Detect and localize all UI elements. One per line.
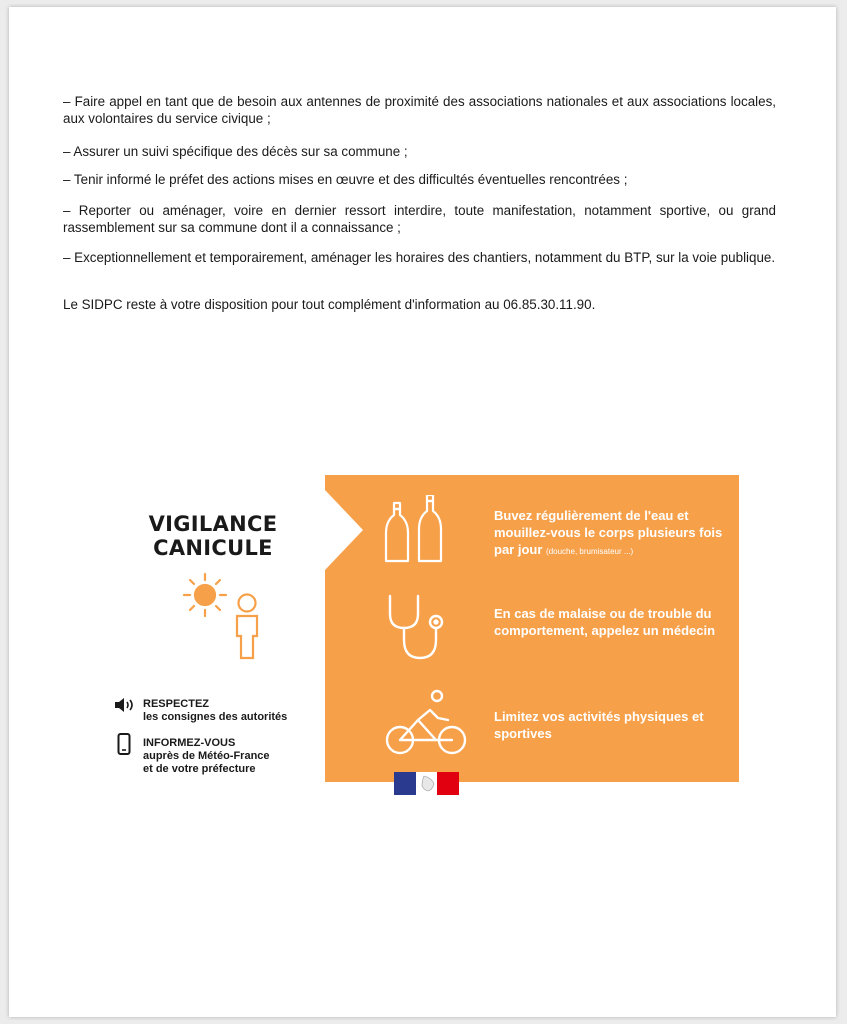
respectez-block — [143, 698, 287, 724]
republique-francaise-logo — [394, 772, 459, 795]
tip-hydration-note: (douche, brumisateur ...) — [546, 547, 634, 556]
tip-hydration-text: Buvez régulièrement de l'eau et mouillez-vous le corps plusieurs fois par jour — [494, 508, 723, 557]
phone-icon — [117, 733, 131, 755]
stethoscope-icon — [382, 592, 452, 664]
paragraph-sidpc: Le SIDPC reste à votre disposition pour tout complément d'information au 06.85.30.11.90. — [63, 297, 596, 312]
sun-person-icon — [175, 570, 275, 665]
title-line-1: VIGILANCE — [148, 512, 278, 536]
cyclist-icon — [382, 688, 472, 758]
informez-line-1: auprès de Météo-France — [143, 750, 270, 762]
informez-block — [143, 737, 270, 776]
paragraph-deces: – Assurer un suivi spécifique des décès sur sa commune ; — [63, 144, 408, 159]
bottles-icon — [382, 495, 446, 565]
panel-notch — [325, 475, 365, 625]
respectez-text: les consignes des autorités — [143, 711, 288, 723]
title-line-2: CANICULE — [153, 536, 273, 560]
infographic-title — [128, 512, 298, 560]
informez-title: INFORMEZ-VOUS — [143, 737, 236, 749]
tip-medecin-text: En cas de malaise ou de trouble du comportement, appelez un médecin — [494, 606, 716, 638]
tip-activites — [494, 708, 724, 742]
paragraph-manifestation: – Reporter ou aménager, voire en dernier ressort interdire, toute manifestation, notamment sportive, ou grand rassemblement sur sa commune dont il a connaissance ; — [63, 203, 776, 235]
paragraph-prefet: – Tenir informé le préfet des actions mises en œuvre et des difficultés éventuelles rencontrées ; — [63, 172, 628, 187]
paragraph-chantiers: – Exceptionnellement et temporairement, aménager les horaires des chantiers, notamment du BTP, sur la voie publique. — [63, 250, 776, 265]
informez-line-2: et de votre préfecture — [143, 763, 256, 775]
tip-hydration — [494, 507, 724, 560]
paragraph-associations: – Faire appel en tant que de besoin aux antennes de proximité des associations nationales et aux associations locales, aux volontaires du service civique ; — [63, 94, 776, 126]
speaker-icon — [114, 698, 136, 712]
respectez-title: RESPECTEZ — [143, 698, 210, 710]
tip-medecin — [494, 605, 724, 639]
tip-activites-text: Limitez vos activités physiques et sportives — [494, 709, 704, 741]
